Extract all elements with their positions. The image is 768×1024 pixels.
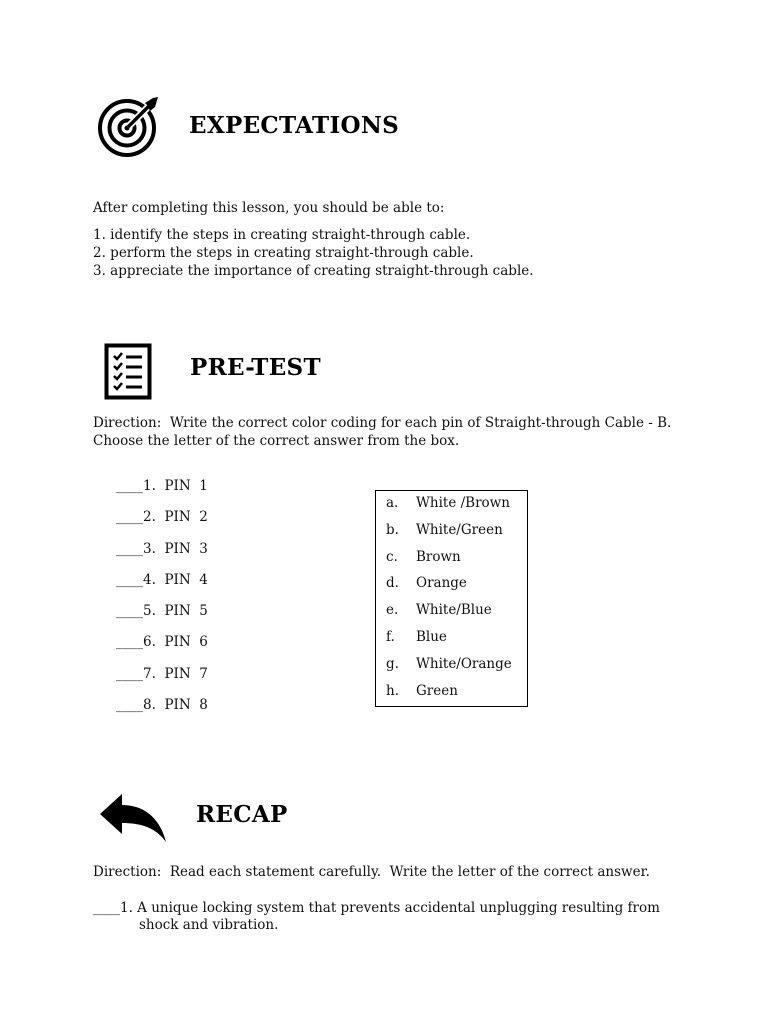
pin-question-list	[116, 478, 208, 728]
expectations-title: EXPECTATIONS	[189, 112, 400, 139]
pretest-direction-line1: Direction: Write the correct color coding for each pin of Straight-through Cable - B.	[93, 415, 672, 431]
recap-question-1-line1: ____1. A unique locking system that prevents accidental unplugging resulting from	[93, 900, 660, 916]
objective-item: 3. appreciate the importance of creating straight-through cable.	[93, 263, 534, 279]
pretest-title: PRE-TEST	[190, 354, 321, 381]
choice-text: Orange	[416, 575, 467, 592]
choice-item	[386, 549, 512, 576]
recap-title: RECAP	[196, 801, 288, 828]
choice-item	[386, 602, 512, 629]
pin-question-item: ____4. PIN 4	[116, 571, 208, 588]
choice-item	[386, 683, 512, 710]
pin-question-item: ____1. PIN 1	[116, 478, 208, 494]
recap-direction: Direction: Read each statement carefully. Write the letter of the correct answer.	[93, 864, 650, 880]
choice-letter: g.	[386, 655, 399, 672]
pin-question-item: ____5. PIN 5	[116, 603, 208, 620]
choice-letter: h.	[386, 682, 399, 699]
choice-item	[386, 522, 512, 549]
checklist-icon	[104, 343, 152, 400]
choice-letter: a.	[386, 495, 399, 511]
choice-item	[386, 575, 512, 602]
choice-letter: f.	[386, 628, 395, 645]
choice-item	[386, 629, 512, 656]
choice-text: White/Green	[416, 521, 503, 538]
choice-item	[386, 656, 512, 683]
pin-question-item: ____6. PIN 6	[116, 634, 208, 651]
choice-letter: b.	[386, 521, 399, 538]
expectations-intro: After completing this lesson, you should be able to:	[93, 200, 445, 216]
objective-item: 1. identify the steps in creating straight-through cable.	[93, 227, 471, 243]
objective-item: 2. perform the steps in creating straight-through cable.	[93, 245, 474, 261]
answer-choices-box	[375, 490, 528, 707]
pin-question-item: ____7. PIN 7	[116, 665, 208, 682]
choice-text: Green	[416, 682, 458, 699]
pretest-direction-line2: Choose the letter of the correct answer from the box.	[93, 433, 460, 449]
choice-text: White/Blue	[416, 602, 492, 619]
pin-question-item: ____3. PIN 3	[116, 540, 208, 557]
curved-back-arrow-icon	[98, 792, 168, 844]
choice-text: White /Brown	[416, 495, 510, 511]
choice-letter: c.	[386, 548, 398, 565]
recap-question-1-line2: shock and vibration.	[139, 917, 279, 933]
choice-text: Brown	[416, 548, 461, 565]
pin-question-item: ____8. PIN 8	[116, 697, 208, 714]
choice-letter: e.	[386, 602, 399, 619]
objectives-list	[93, 226, 534, 280]
target-arrow-icon	[98, 97, 160, 157]
choice-text: White/Orange	[416, 655, 512, 672]
choice-text: Blue	[416, 628, 447, 645]
pin-question-item: ____2. PIN 2	[116, 509, 208, 526]
choice-item	[386, 495, 512, 522]
choice-letter: d.	[386, 575, 399, 592]
